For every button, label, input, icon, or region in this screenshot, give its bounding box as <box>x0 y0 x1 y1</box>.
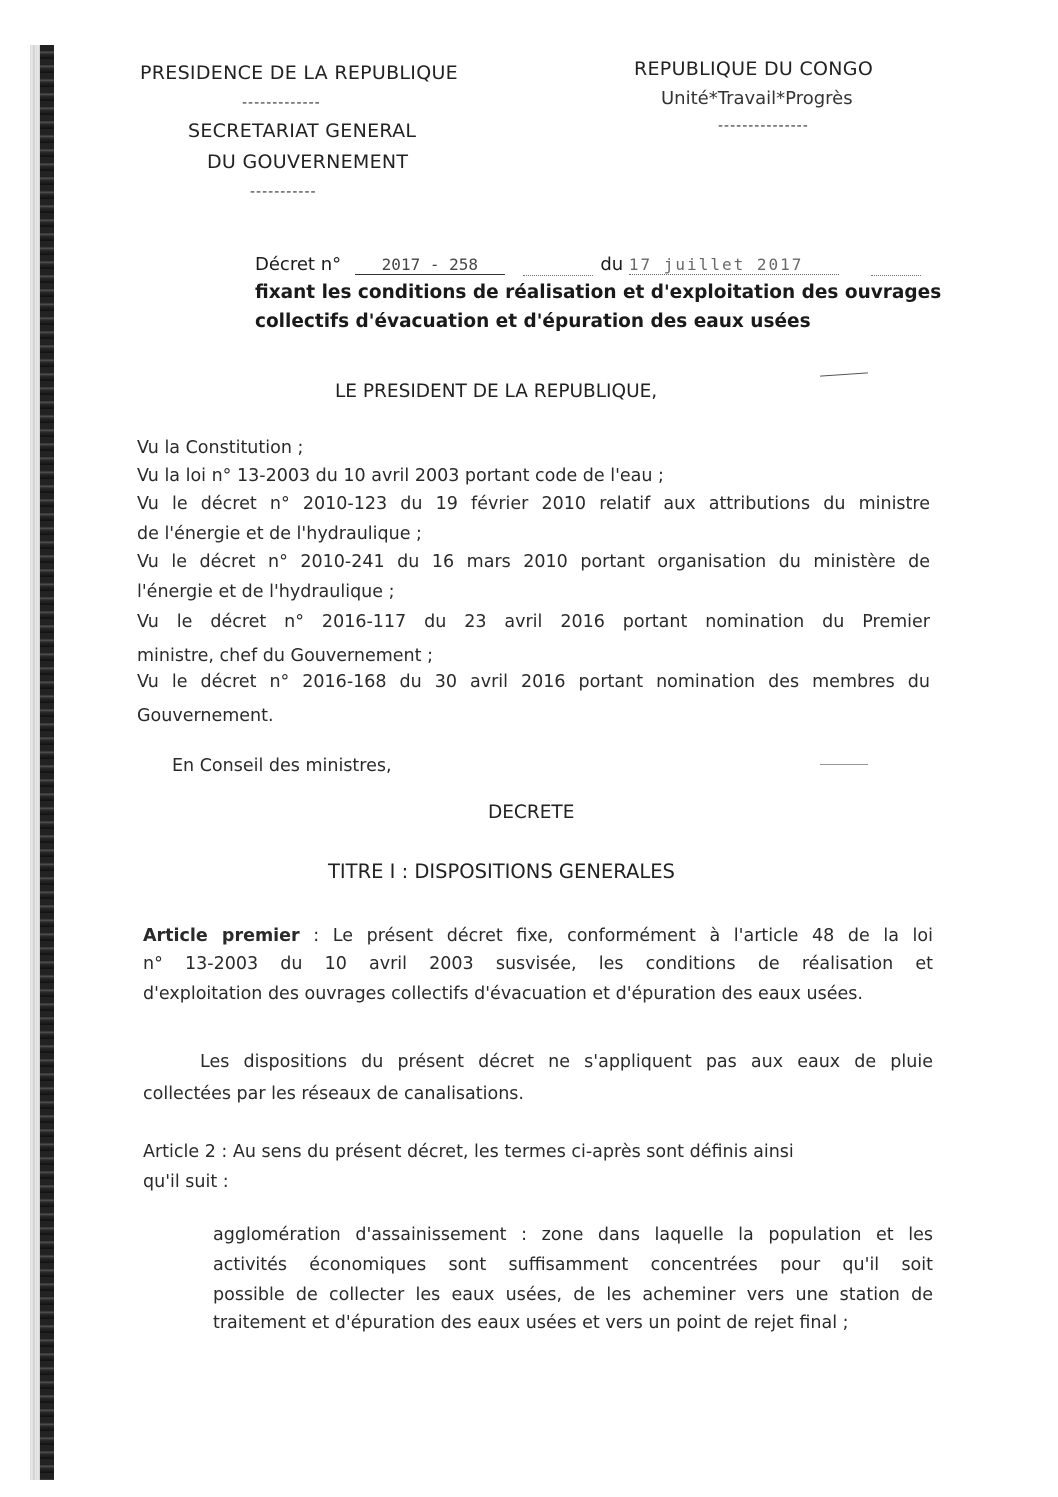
visa-line: Vu le décret n° 2016-117 du 23 avril 2016 portant nomination du Premier <box>137 612 930 632</box>
pen-stroke <box>820 372 868 376</box>
decree-number: 2017 - 258 <box>355 255 505 275</box>
paragraph-2-line-2: collectées par les réseaux de canalisations. <box>143 1084 524 1104</box>
definition-line: agglomération d'assainissement : zone dans laquelle la population et les <box>213 1225 933 1245</box>
decree-date-label: du <box>600 254 624 275</box>
header-right-separator: --------------- <box>718 118 809 134</box>
decree-trailing-dots <box>871 254 921 276</box>
pen-stroke <box>820 764 868 765</box>
article-1-label: Article premier <box>143 926 300 946</box>
decree-title-line-2: collectifs d'évacuation et d'épuration des eaux usées <box>255 311 811 332</box>
paragraph-2-line-1: Les dispositions du présent décret ne s'appliquent pas aux eaux de pluie <box>200 1052 933 1072</box>
article-1-line-2: n° 13-2003 du 10 avril 2003 susvisée, les conditions de réalisation et <box>143 954 933 974</box>
council-line: En Conseil des ministres, <box>172 756 392 776</box>
decree-label: Décret n° <box>255 254 342 275</box>
definition-line: traitement et d'épuration des eaux usées et vers un point de rejet final ; <box>213 1313 849 1333</box>
header-motto: Unité*Travail*Progrès <box>661 88 853 109</box>
visa-line: l'énergie et de l'hydraulique ; <box>137 582 395 602</box>
header-left-separator-1: ------------- <box>242 95 321 111</box>
visa-line: Vu la Constitution ; <box>137 438 304 458</box>
header-gouvernement: DU GOUVERNEMENT <box>207 151 409 173</box>
header-presidence: PRESIDENCE DE LA REPUBLIQUE <box>140 62 458 84</box>
decree-title-line-1: fixant les conditions de réalisation et d'exploitation des ouvrages <box>255 282 942 303</box>
visa-line: Vu le décret n° 2010-241 du 16 mars 2010 portant organisation du ministère de <box>137 552 930 572</box>
president-heading: LE PRESIDENT DE LA REPUBLIQUE, <box>335 381 658 402</box>
decree-number-line <box>255 254 921 276</box>
article-1-text: : Le présent décret fixe, conformément à l'article 48 de la loi <box>299 926 933 946</box>
scan-edge-shadow <box>30 45 40 1480</box>
article-2-line-2: qu'il suit : <box>143 1172 229 1192</box>
article-1-line-1 <box>143 926 933 946</box>
definition-line: possible de collecter les eaux usées, de les acheminer vers une station de <box>213 1285 933 1305</box>
visa-line: Vu la loi n° 13-2003 du 10 avril 2003 portant code de l'eau ; <box>137 466 664 486</box>
visa-line: Vu le décret n° 2010-123 du 19 février 2010 relatif aux attributions du ministre <box>137 494 930 514</box>
decree-date: 17 juillet 2017 <box>629 255 839 275</box>
decree-dotted-gap <box>523 254 593 276</box>
visa-line: Gouvernement. <box>137 706 274 726</box>
header-left-separator-2: ----------- <box>250 184 317 200</box>
definition-line: activités économiques sont suffisamment concentrées pour qu'il soit <box>213 1255 933 1275</box>
scan-binding-edge <box>40 45 54 1480</box>
article-1-line-3: d'exploitation des ouvrages collectifs d'évacuation et d'épuration des eaux usées. <box>143 984 863 1004</box>
article-2-text: : Au sens du présent décret, les termes ci-après sont définis ainsi <box>215 1142 794 1162</box>
header-secretariat: SECRETARIAT GENERAL <box>188 120 417 142</box>
titre-heading: TITRE I : DISPOSITIONS GENERALES <box>328 860 675 883</box>
header-republique-congo: REPUBLIQUE DU CONGO <box>634 58 874 80</box>
article-2-label: Article 2 <box>143 1142 216 1162</box>
visa-line: ministre, chef du Gouvernement ; <box>137 646 433 666</box>
decrete-heading: DECRETE <box>488 802 575 823</box>
visa-line: de l'énergie et de l'hydraulique ; <box>137 524 422 544</box>
article-2-line-1 <box>143 1142 794 1162</box>
visa-line: Vu le décret n° 2016-168 du 30 avril 2016 portant nomination des membres du <box>137 672 930 692</box>
